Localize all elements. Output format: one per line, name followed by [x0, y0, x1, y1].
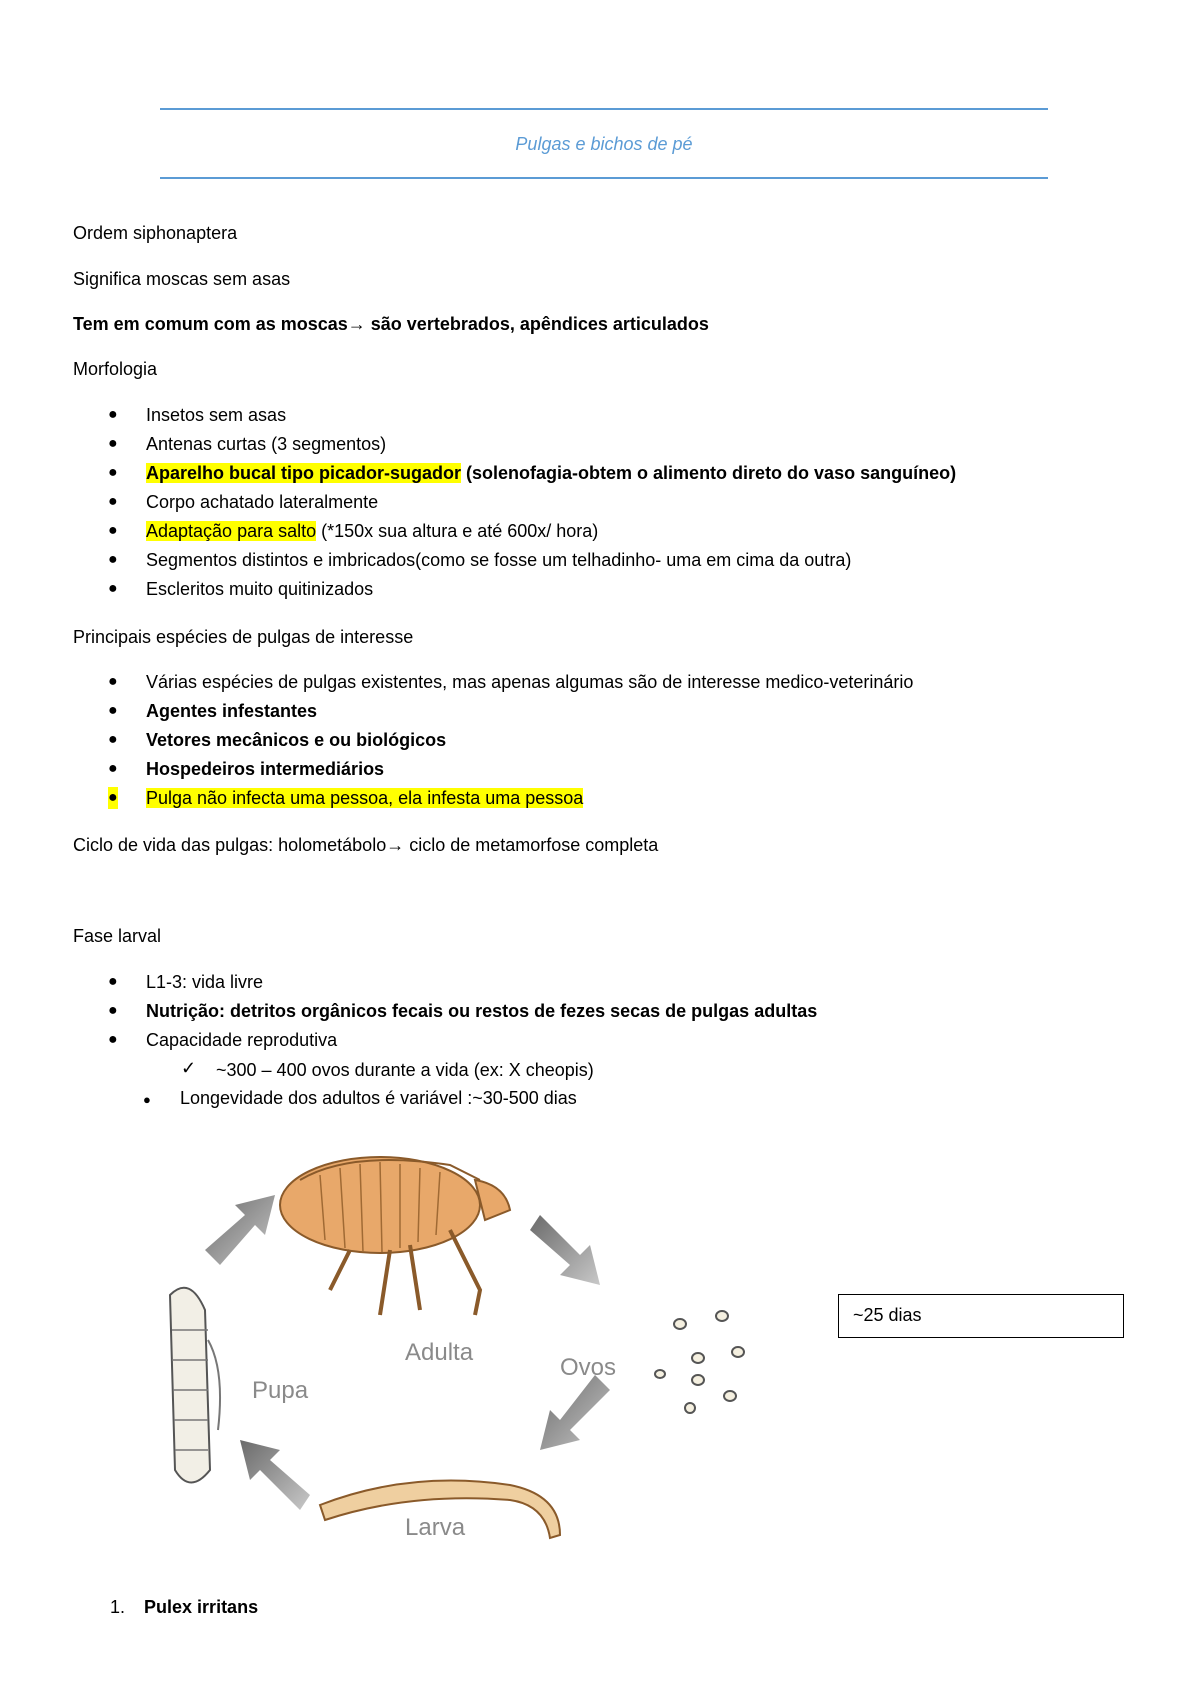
ordem-line: Ordem siphonaptera — [73, 223, 238, 243]
list-item: ● Adaptação para salto (*150x sua altura e até 600x/ hora) — [108, 521, 599, 541]
highlighted-text: Pulga não infecta uma pessoa, ela infesta uma pessoa — [146, 788, 584, 808]
list-item: ● Insetos sem asas — [108, 405, 287, 425]
list-item: ● Vetores mecânicos e ou biológicos — [108, 730, 447, 750]
list-item: ● L1-3: vida livre — [108, 972, 264, 992]
arrow-eggs-to-larva — [540, 1375, 610, 1450]
list-item: ● Corpo achatado lateralmente — [108, 492, 379, 512]
bullet-icon: ● — [108, 731, 118, 748]
flea-life-cycle-figure — [150, 1140, 670, 1560]
list-item: ● Hospedeiros intermediários — [108, 759, 385, 779]
species-name: Pulex irritans — [144, 1597, 259, 1617]
duration-box — [838, 1294, 1124, 1338]
bullet-icon: ● — [108, 493, 118, 510]
label-adulta: Adulta — [405, 1339, 474, 1366]
list-item: ● Agentes infestantes — [108, 701, 318, 721]
list-item: ● Nutrição: detritos orgânicos fecais ou restos de fezes secas de pulgas adultas — [108, 1001, 818, 1021]
list-item: ● Aparelho bucal tipo picador-sugador (solenofagia-obtem o alimento direto do vaso sanguíneo) — [108, 463, 957, 483]
duration-text: ~25 dias — [853, 1305, 922, 1325]
sub-check-item: ~300 – 400 ovos durante a vida (ex: X cheopis) — [216, 1060, 594, 1080]
arrow-larva-to-pupa — [240, 1440, 310, 1510]
especies-list — [0, 671, 913, 816]
bullet-icon: ● — [108, 1002, 118, 1019]
bullet-icon: ● — [108, 1031, 118, 1048]
bullet-icon: ● — [108, 551, 118, 568]
list-number: 1. — [110, 1597, 126, 1617]
highlighted-text: Adaptação para salto — [146, 521, 317, 541]
pupa-illustration — [170, 1288, 220, 1483]
right-arrow-icon: → — [386, 835, 405, 855]
significa-line: Significa moscas sem asas — [73, 269, 291, 289]
fase-larval-heading: Fase larval — [73, 926, 162, 946]
arrow-pupa-to-adult — [205, 1195, 275, 1265]
bullet-icon: ● — [143, 1092, 151, 1107]
list-item — [0, 787, 913, 816]
bullet-icon: ● — [108, 973, 118, 990]
bullet-icon: ● — [108, 435, 118, 452]
list-item: ● Várias espécies de pulgas existentes, mas apenas algumas são de interesse medico-veterinário — [108, 672, 914, 692]
comum-suffix: são vertebrados, apêndices articulados — [365, 314, 709, 334]
list-item: ● Capacidade reprodutiva — [108, 1030, 338, 1050]
bullet-icon: ● — [108, 406, 118, 423]
label-pupa: Pupa — [252, 1377, 309, 1404]
arrow-adult-to-eggs — [530, 1215, 600, 1285]
list-item: ● Escleritos muito quitinizados — [108, 579, 374, 599]
list-item: ● Segmentos distintos e imbricados(como se fosse um telhadinho- uma em cima da outra) — [108, 550, 852, 570]
morfologia-heading: Morfologia — [73, 359, 158, 379]
bullet-icon: ● — [108, 760, 118, 777]
highlighted-text: Aparelho bucal tipo picador-sugador — [146, 463, 462, 483]
header-top-rule — [160, 108, 1048, 110]
fase-larval-list — [0, 971, 817, 1058]
bullet-icon: ● — [108, 522, 118, 539]
bullet-icon: ● — [108, 702, 118, 719]
morfologia-list — [0, 404, 956, 607]
list-item: ● Antenas curtas (3 segmentos) — [108, 434, 387, 454]
adult-flea-illustration — [280, 1157, 510, 1315]
bullet-icon: ● — [108, 787, 118, 809]
bullet-icon: ● — [108, 673, 118, 690]
label-ovos: Ovos — [560, 1354, 617, 1381]
eggs-cluster — [650, 1310, 750, 1420]
right-arrow-icon: → — [347, 314, 366, 334]
comum-line — [73, 313, 709, 335]
page-title: Pulgas e bichos de pé — [515, 134, 693, 154]
header-bottom-rule — [160, 177, 1048, 179]
bullet-icon: ● — [108, 464, 118, 481]
numbered-list-item — [110, 1596, 258, 1618]
label-larva: Larva — [405, 1514, 466, 1541]
checkmark-icon: ✓ — [181, 1058, 197, 1078]
bullet-icon: ● — [108, 580, 118, 597]
sub-bullet-item: Longevidade dos adultos é variável :~30-500 dias — [180, 1088, 577, 1108]
ciclo-line: Ciclo de vida das pulgas: holometábolo→ ciclo de metamorfose completa — [73, 835, 659, 855]
comum-prefix: Tem em comum com as moscas — [73, 314, 348, 334]
especies-heading: Principais espécies de pulgas de interesse — [73, 627, 414, 647]
